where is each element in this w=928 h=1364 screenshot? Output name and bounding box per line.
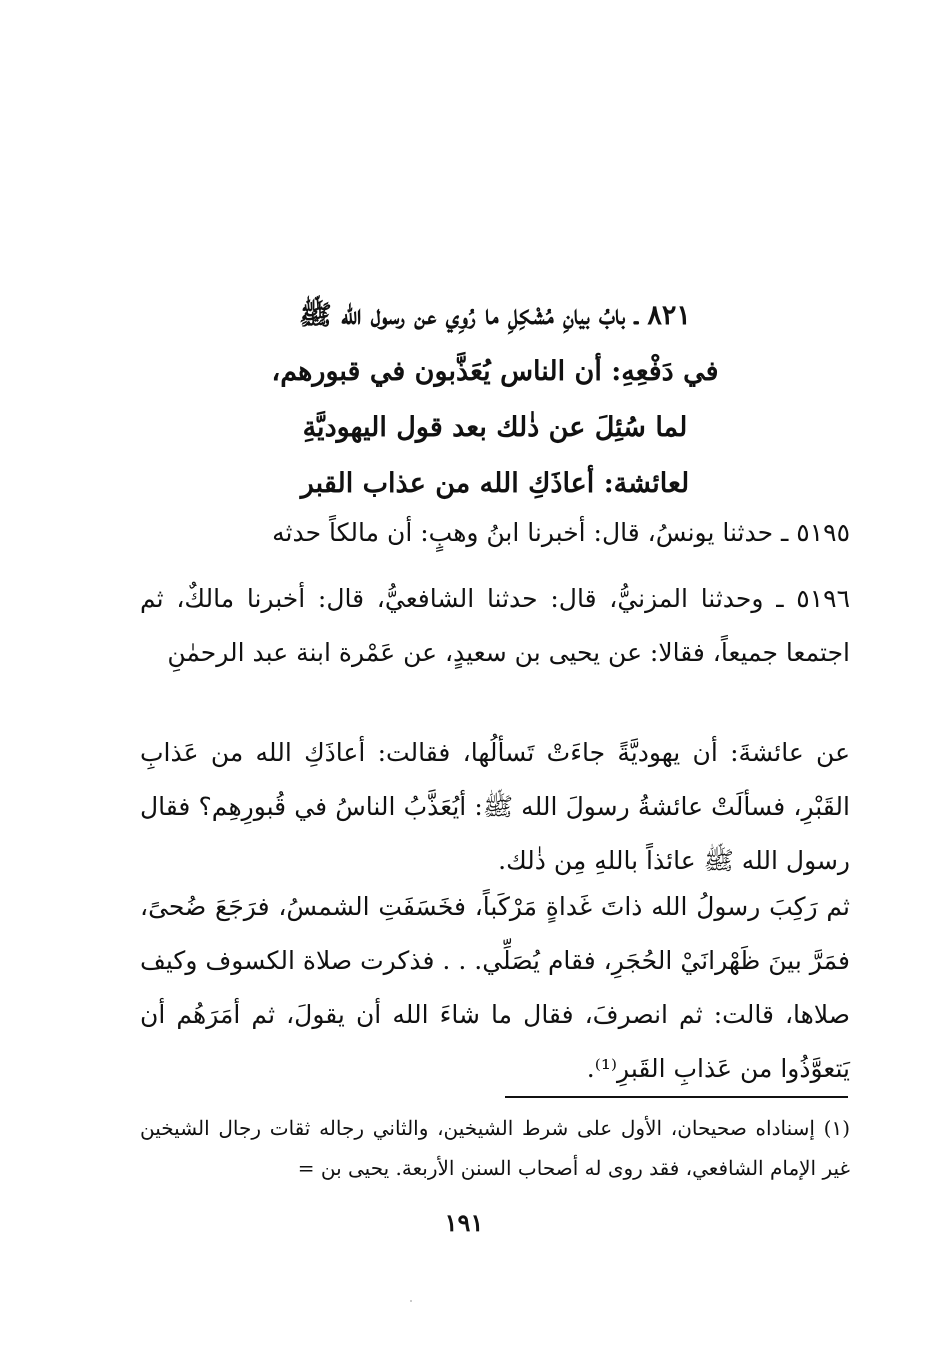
hadith-5195-chain: ٥١٩٥ ـ حدثنا يونسُ، قال: أخبرنا ابنُ وهبٍ: أن مالكاً حدثه [272, 518, 850, 547]
hadith-5196-chain: ٥١٩٦ ـ وحدثنا المزنيُّ، قال: حدثنا الشافعيُّ، قال: أخبرنا مالكٌ، ثم اجتمعا جميعاً، فقالا: عن يحيى بن سعيدٍ، عن عَمْرة ابنة عبد الرحمٰنِ [140, 584, 850, 667]
heading-line-4: لعائشة: أعاذَكِ الله من عذاب القبر [300, 468, 690, 499]
hadith-text-paragraph: عن عائشةَ: أن يهوديَّةً جاءَتْ تَسألُها، فقالت: أعاذَكِ الله من عَذابِ القَبْرِ، فسألَتْ عائشةُ رسولَ الله ﷺ: أيُعَذَّبُ الناسُ في قُبورِهِم؟ فقال رسول الله ﷺ عائذاً باللهِ مِن ذٰلك. [140, 738, 850, 875]
heading-line-2: في دَفْعِهِ: أن الناس يُعَذَّبون في قبورهم، [271, 356, 719, 387]
footnote: (١) إسناداه صحيحان، الأول على شرط الشيخين، والثاني رجاله ثقات رجال الشيخين غير الإمام الشافعي، فقد روى له أصحاب السنن الأربعة. يحيى بن = [140, 1116, 850, 1180]
scan-speck [410, 1300, 412, 1302]
hadith-eclipse-paragraph: ثم رَكِبَ رسولُ الله ذاتَ غَداةٍ مَرْكَباً، فخَسَفَتِ الشمسُ، فرَجَعَ ضُحىً، فمَرَّ بينَ ظَهْرانَيْ الحُجَرِ، فقام يُصَلِّي. . . فذكرت صلاة الكسوف وكيف صلاها، قالت: ثم انصرفَ، فقال ما شاءَ الله أن يقولَ، ثم أمَرَهُم أن يَتعوَّذُوا من عَذابِ القَبرِ⁽¹⁾. [140, 892, 850, 1083]
heading-line-1: ٨٢١ ـ بابُ بيانِ مُشْكِلِ ما رُوِي عن رسول الله ﷺ [299, 300, 691, 331]
chapter-heading [140, 288, 850, 512]
heading-line-3: لما سُئِلَ عن ذٰلك بعد قول اليهوديَّةِ [302, 412, 688, 443]
footnote-separator [505, 1096, 848, 1098]
page-number: ١٩١ [444, 1208, 484, 1237]
